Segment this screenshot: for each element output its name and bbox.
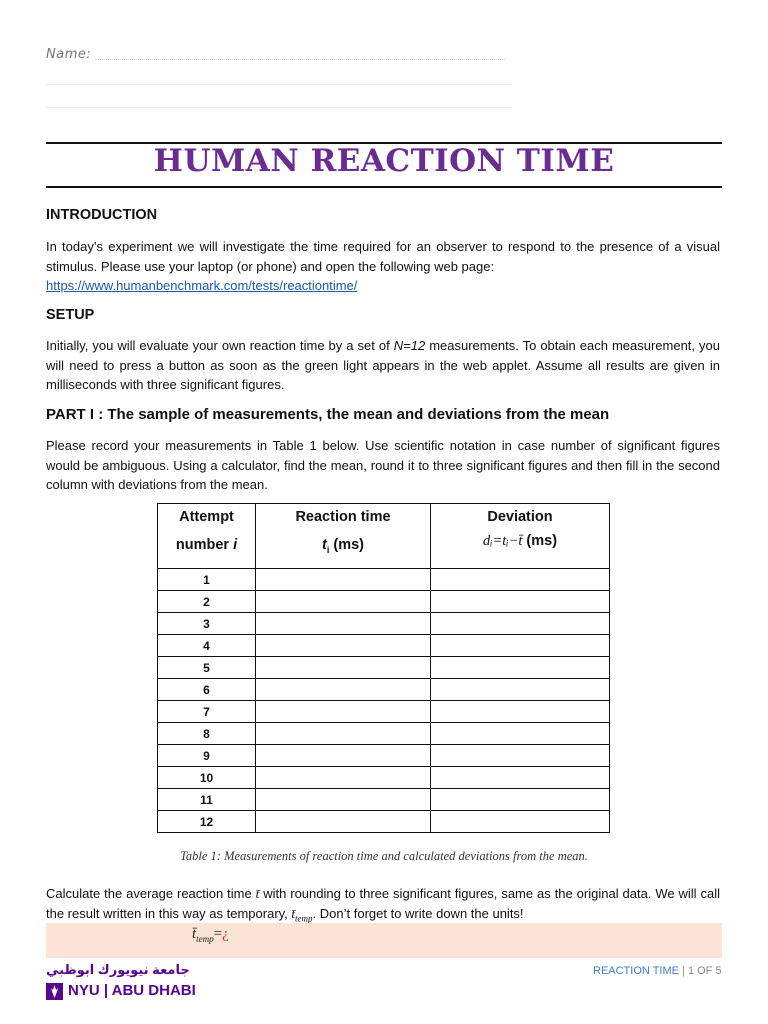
- attempt-number-cell: 4: [158, 635, 256, 657]
- footer-section: REACTION TIME: [593, 965, 679, 977]
- attempt-number-cell: 6: [158, 679, 256, 701]
- header-reaction-unit: (ms): [329, 537, 364, 553]
- table-row: [158, 745, 610, 767]
- table-row: [158, 569, 610, 591]
- attempt-number-cell: 1: [158, 569, 256, 591]
- header-reaction-var: t: [321, 537, 327, 553]
- header-attempt-var: i: [233, 537, 238, 553]
- header-attempt: [158, 504, 256, 569]
- reaction-time-cell[interactable]: [256, 679, 431, 701]
- deviation-cell[interactable]: [431, 657, 610, 679]
- reaction-test-link[interactable]: https://www.humanbenchmark.com/tests/reactiontime/: [46, 278, 358, 293]
- table-header-row: [158, 504, 610, 569]
- header-attempt-line1: Attempt: [179, 509, 234, 525]
- formula-lhs: t̄: [192, 926, 197, 942]
- calc-text: [46, 884, 720, 929]
- setup-text-before: Initially, you will evaluate your own reaction time by a set of: [46, 338, 394, 353]
- attempt-number-cell: 8: [158, 723, 256, 745]
- name-field-line-2: [46, 84, 514, 85]
- calc-text-1: Calculate the average reaction time: [46, 886, 256, 901]
- attempt-number-cell: 12: [158, 811, 256, 833]
- nyu-torch-icon: [46, 983, 63, 1000]
- table-row: [158, 679, 610, 701]
- table-row: [158, 657, 610, 679]
- deviation-cell[interactable]: [431, 723, 610, 745]
- header-reaction-line1: Reaction time: [295, 509, 391, 525]
- introduction-heading: INTRODUCTION: [46, 207, 158, 223]
- reaction-time-cell[interactable]: [256, 745, 431, 767]
- deviation-cell[interactable]: [431, 679, 610, 701]
- logo-text: NYU | ABU DHABI: [68, 982, 196, 999]
- header-deviation-line2: [431, 533, 609, 550]
- formula-rhs: =¿: [213, 926, 229, 942]
- deviation-cell[interactable]: [431, 635, 610, 657]
- attempt-number-cell: 2: [158, 591, 256, 613]
- table-row: [158, 789, 610, 811]
- page-title: HUMAN REACTION TIME: [153, 143, 615, 179]
- measurements-table: [157, 503, 610, 833]
- part1-text: Please record your measurements in Table 1 below. Use scientific notation in case number of significant figures would be ambiguous. Using a calculator, find the mean, round it to three significant figures and then fill in the second column with deviations from the mean.: [46, 438, 720, 492]
- page-footer: [593, 965, 722, 977]
- logo-arabic: جامعة نيويورك ابوظبي: [46, 962, 190, 977]
- reaction-time-cell[interactable]: [256, 767, 431, 789]
- header-deviation: [431, 504, 610, 569]
- deviation-cell[interactable]: [431, 767, 610, 789]
- attempt-number-cell: 11: [158, 789, 256, 811]
- deviation-cell[interactable]: [431, 569, 610, 591]
- header-reaction-sub: i: [326, 544, 330, 555]
- header-attempt-number: number: [175, 537, 234, 553]
- header-attempt-line2: [158, 537, 255, 553]
- calc-ttemp: t̄: [291, 905, 296, 921]
- deviation-formula: dᵢ=tᵢ−t̄: [482, 533, 523, 549]
- reaction-time-cell[interactable]: [256, 789, 431, 811]
- table-row: [158, 613, 610, 635]
- table-caption: Table 1: Measurements of reaction time and calculated deviations from the mean.: [180, 849, 588, 863]
- setup-text-after: measurements. To obtain each measurement, you will need to press a button as soon as the green light appears in the web applet. Assume all results are given in milliseconds with three significant figures.: [46, 338, 721, 392]
- reaction-time-cell[interactable]: [256, 613, 431, 635]
- reaction-time-cell[interactable]: [256, 657, 431, 679]
- deviation-cell[interactable]: [431, 591, 610, 613]
- formula: [192, 926, 229, 944]
- table-row: [158, 635, 610, 657]
- setup-n-value: N=12: [393, 338, 426, 353]
- calc-ttemp-sub: temp: [295, 913, 313, 924]
- table-body: [158, 569, 610, 833]
- deviation-cell[interactable]: [431, 811, 610, 833]
- attempt-number-cell: 10: [158, 767, 256, 789]
- setup-heading: SETUP: [46, 307, 95, 323]
- reaction-time-cell[interactable]: [256, 811, 431, 833]
- attempt-number-cell: 9: [158, 745, 256, 767]
- formula-answer-box[interactable]: [46, 923, 722, 958]
- introduction-text: [46, 237, 720, 296]
- table-row: [158, 701, 610, 723]
- table-row: [158, 767, 610, 789]
- header-deviation-line1: Deviation: [487, 509, 553, 525]
- attempt-number-cell: 5: [158, 657, 256, 679]
- header-reaction-line2: [256, 537, 430, 555]
- name-field-line[interactable]: [95, 59, 505, 60]
- reaction-time-cell[interactable]: [256, 701, 431, 723]
- reaction-time-cell[interactable]: [256, 591, 431, 613]
- formula-sub: temp: [196, 934, 214, 944]
- deviation-cell[interactable]: [431, 745, 610, 767]
- calc-text-2: with rounding to three significant figures, same as the original data. We will call the result written in this way as temporary,: [46, 886, 720, 921]
- reaction-time-cell[interactable]: [256, 723, 431, 745]
- deviation-cell[interactable]: [431, 613, 610, 635]
- name-field-line-3: [46, 107, 514, 108]
- calc-tbar: t̄: [255, 886, 260, 901]
- name-label: Name:: [46, 47, 92, 62]
- reaction-time-cell[interactable]: [256, 569, 431, 591]
- table-row: [158, 811, 610, 833]
- header-deviation-unit: (ms): [522, 533, 558, 549]
- deviation-cell[interactable]: [431, 789, 610, 811]
- attempt-number-cell: 7: [158, 701, 256, 723]
- part1-heading: PART I : The sample of measurements, the mean and deviations from the mean: [46, 406, 610, 423]
- title-bottom-rule: [46, 186, 722, 188]
- setup-text: [46, 336, 720, 395]
- attempt-number-cell: 3: [158, 613, 256, 635]
- footer-page: | 1 OF 5: [678, 965, 722, 977]
- table-row: [158, 723, 610, 745]
- deviation-cell[interactable]: [431, 701, 610, 723]
- header-reaction-time: [256, 504, 431, 569]
- calc-text-3: . Don’t forget to write down the units!: [312, 905, 524, 921]
- introduction-body: In today’s experiment we will investigate the time required for an observer to respond to the presence of a visual stimulus. Please use your laptop (or phone) and open the following web page:: [46, 239, 720, 274]
- reaction-time-cell[interactable]: [256, 635, 431, 657]
- table-row: [158, 591, 610, 613]
